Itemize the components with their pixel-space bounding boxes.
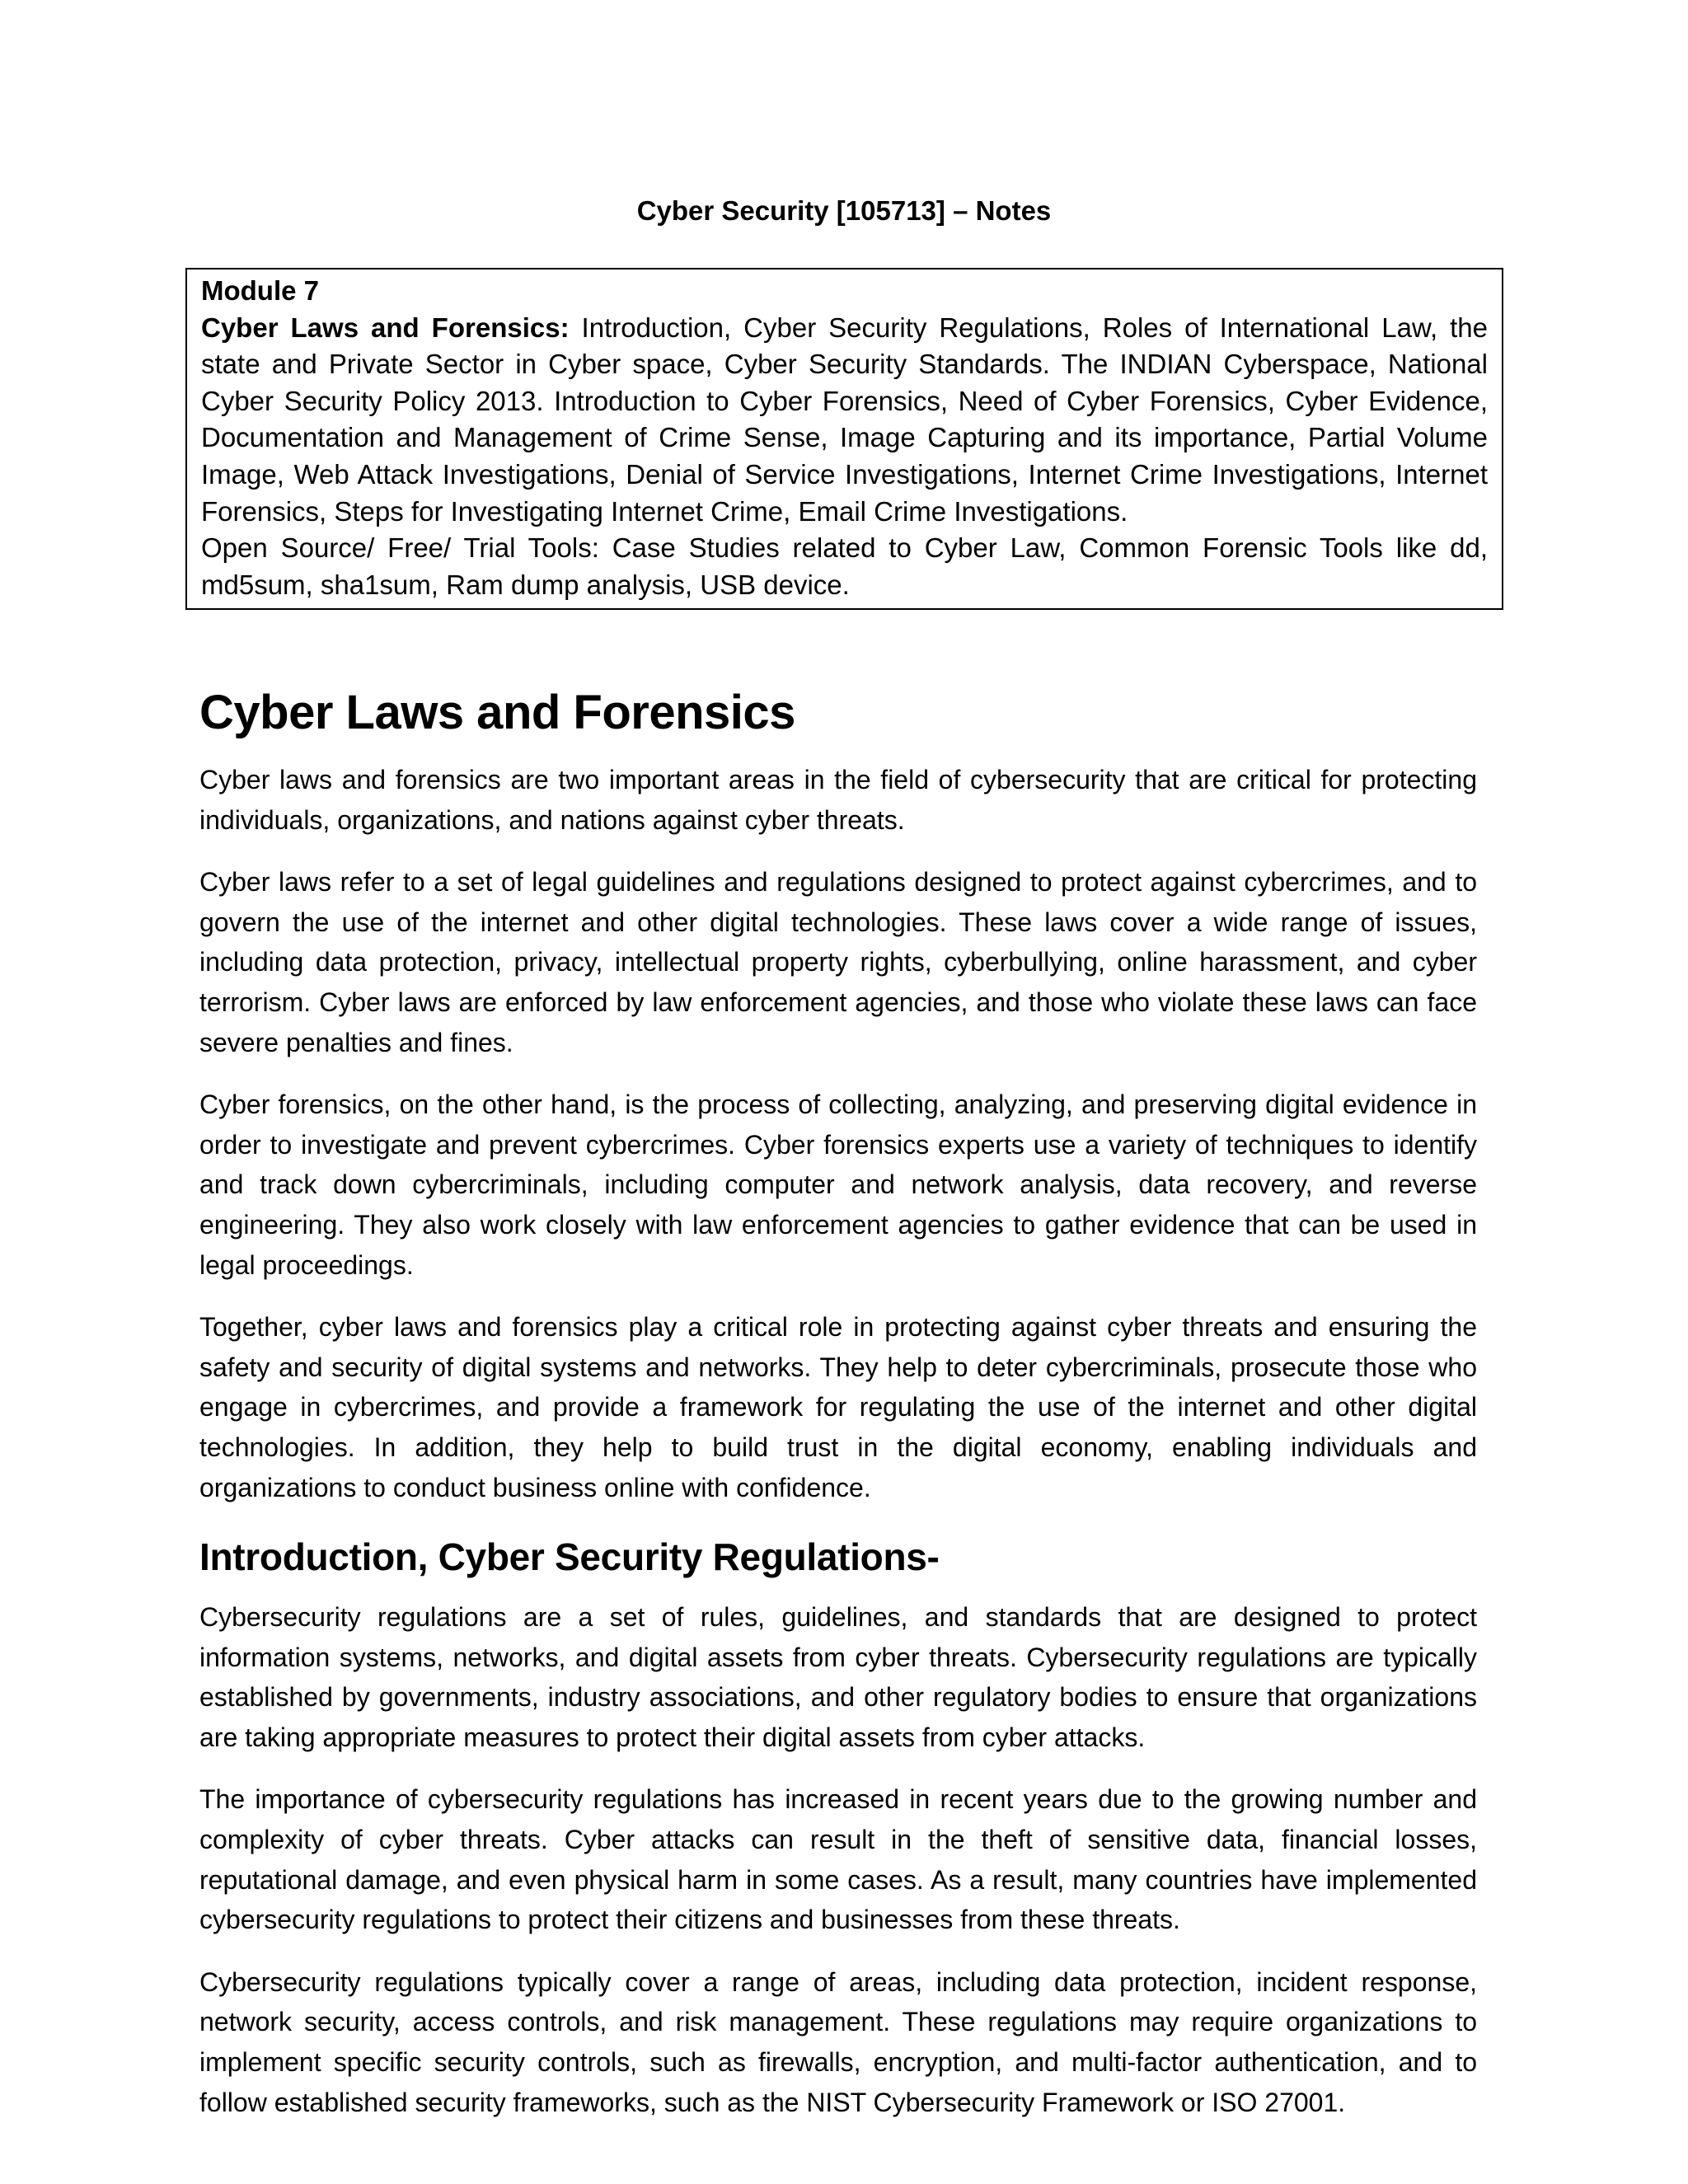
paragraph: Together, cyber laws and forensics play a critical role in protecting against cyber threats and ensuring the safety and security of digital systems and networks. They help to deter cybercriminals, prosecute those who engage in cybercrimes, and provide a framework for regulating the use of the internet and other digital technologies. In addition, they help to build trust in the digital economy, enabling individuals and organizations to conduct business online with confidence.: [199, 1312, 1477, 1502]
paragraph: Cyber laws and forensics are two important areas in the field of cybersecurity that are critical for protecting individuals, organizations, and nations against cyber threats.: [199, 765, 1477, 835]
section-heading-cyber-laws: Cyber Laws and Forensics: [199, 686, 795, 739]
paragraph: The importance of cybersecurity regulations has increased in recent years due to the growing number and complexity of cyber threats. Cyber attacks can result in the theft of sensitive data, financial losses, reputational damage, and even physical harm in some cases. As a result, many countries have implemented cybersecurity regulations to protect their citizens and businesses from these threats.: [199, 1784, 1477, 1935]
main-content: [199, 676, 1477, 2122]
paragraph: Cybersecurity regulations typically cover a range of areas, including data protection, incident response, network security, access controls, and risk management. These regulations may require organizations to implement specific security controls, such as firewalls, encryption, and multi-factor authentication, and to follow established security frameworks, such as the NIST Cybersecurity Framework or ISO 27001.: [199, 1966, 1477, 2117]
syllabus-lead: Cyber Laws and Forensics:: [201, 312, 570, 343]
paragraph: Cyber laws refer to a set of legal guidelines and regulations designed to protect against cybercrimes, and to govern the use of the internet and other digital technologies. These laws cover a wide range of issues, including data protection, privacy, intellectual property rights, cyberbullying, online harassment, and cyber terrorism. Cyber laws are enforced by law enforcement agencies, and those who violate these laws can face severe penalties and fines.: [199, 867, 1477, 1057]
paragraph: Cybersecurity regulations are a set of rules, guidelines, and standards that are designed to protect information systems, networks, and digital assets from cyber threats. Cybersecurity regulations are typically established by governments, industry associations, and other regulatory bodies to ensure that organizations are taking appropriate measures to protect their digital assets from cyber attacks.: [199, 1602, 1477, 1752]
syllabus-box: [185, 268, 1503, 610]
paragraph: Cyber forensics, on the other hand, is the process of collecting, analyzing, and preserving digital evidence in order to investigate and prevent cybercrimes. Cyber forensics experts use a variety of techniques to identify and track down cybercriminals, including computer and network analysis, data recovery, and reverse engineering. They also work closely with law enforcement agencies to gather evidence that can be used in legal proceedings.: [199, 1090, 1477, 1280]
syllabus-topics-text: Introduction, Cyber Security Regulations, Roles of International Law, the state and Private Sector in Cyber space, Cyber Security Standards. The INDIAN Cyberspace, National Cyber Security Policy 2013. Introduction to Cyber Forensics, Need of Cyber Forensics, Cyber Evidence, Documentation and Management of Crime Sense, Image Capturing and its importance, Partial Volume Image, Web Attack Investigations, Denial of Service Investigations, Internet Crime Investigations, Internet Forensics, Steps for Investigating Internet Crime, Email Crime Investigations.: [201, 312, 1488, 527]
syllabus-tools: Open Source/ Free/ Trial Tools: Case Studies related to Cyber Law, Common Forensic Tools like dd, md5sum, sha1sum, Ram dump analysis, USB device.: [201, 532, 1488, 600]
section-heading-regulations: Introduction, Cyber Security Regulations-: [199, 1535, 940, 1579]
syllabus-topics: [201, 310, 1488, 531]
module-title: Module 7: [201, 275, 320, 306]
document-header: Cyber Security [105713] – Notes: [636, 195, 1052, 226]
